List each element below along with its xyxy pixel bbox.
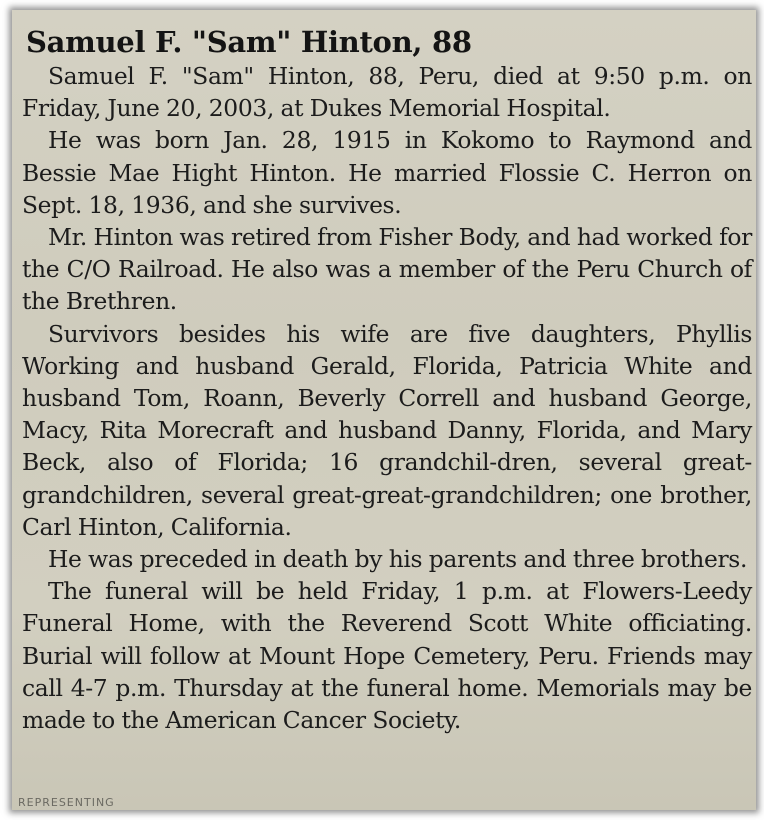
paragraph-preceded-in-death: He was preceded in death by his parents and three brothers. bbox=[48, 545, 748, 574]
newspaper-clipping bbox=[12, 10, 756, 810]
cut-off-text-fragment: REPRESENTING bbox=[18, 796, 115, 809]
obituary-headline: Samuel F. "Sam" Hinton, 88 bbox=[26, 25, 472, 59]
paragraph-survivors: Survivors besides his wife are five daughters, Phyllis Working and husband Gerald, Florida, Patricia White and husband Tom, Roann, Beverly Correll and husband George, Macy, Rita Morecraft and husband Danny, Florida, and Mary Beck, also of Florida; 16 grandchil-dren, several great-grandchildren, several great-great-grandchildren; one brother, Carl Hinton, California. bbox=[22, 319, 752, 541]
obituary-article bbox=[22, 24, 752, 736]
paragraph-birth-marriage: He was born Jan. 28, 1915 in Kokomo to Raymond and Bessie Mae Hight Hinton. He married Flossie C. Herron on Sept. 18, 1936, and she survives. bbox=[22, 126, 752, 219]
paragraph-career: Mr. Hinton was retired from Fisher Body, and had worked for the C/O Railroad. He also was a member of the Peru Church of the Brethren. bbox=[22, 223, 752, 316]
paragraph-death-notice: Samuel F. "Sam" Hinton, 88, Peru, died at 9:50 p.m. on Friday, June 20, 2003, at Dukes Memorial Hospital. bbox=[22, 62, 752, 123]
paragraph-funeral-details: The funeral will be held Friday, 1 p.m. at Flowers-Leedy Funeral Home, with the Reverend Scott White officiating. Burial will follow at Mount Hope Cemetery, Peru. Friends may call 4-7 p.m. Thursday at the funeral home. Memorials may be made to the American Cancer Society. bbox=[22, 577, 752, 735]
